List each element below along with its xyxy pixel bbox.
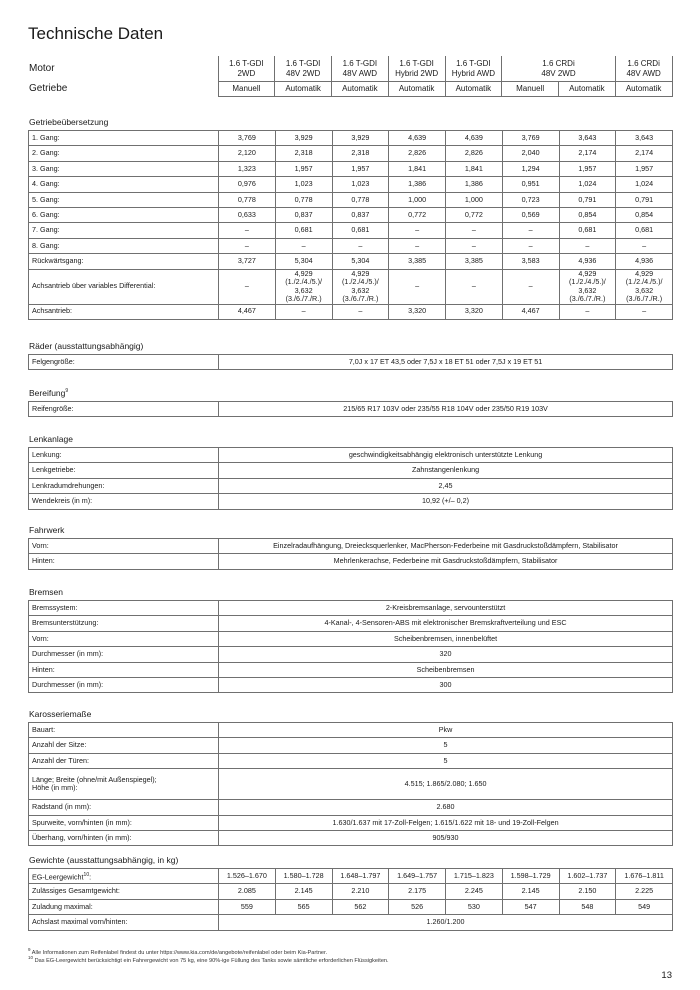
value-cell: 0,633 — [219, 207, 276, 222]
table-row — [29, 463, 673, 478]
table-row — [29, 753, 673, 768]
value-cell-wide: Scheibenbremsen — [219, 662, 673, 677]
value-cell: 1,841 — [389, 161, 446, 176]
row-label: Felgengröße: — [29, 355, 219, 370]
value-cell: 0,772 — [446, 207, 503, 222]
value-cell: 0,837 — [275, 207, 332, 222]
value-cell: – — [275, 238, 332, 253]
engine-line2: 48V AWD — [626, 68, 661, 78]
row-label: Reifengröße: — [29, 402, 219, 417]
table-row — [29, 355, 673, 370]
table-row — [29, 815, 673, 830]
footnote-number: 9 — [28, 947, 31, 952]
value-cell: – — [616, 238, 673, 253]
value-cell: – — [219, 269, 276, 304]
value-cell: 559 — [219, 899, 276, 914]
row-label: Lenkradumdrehungen: — [29, 478, 219, 493]
value-cell-wide: Scheibenbremsen, innenbelüftet — [219, 631, 673, 646]
value-cell: 2,826 — [389, 146, 446, 161]
value-cell: – — [446, 269, 503, 304]
value-cell: – — [446, 223, 503, 238]
engine-line2: 2WD — [237, 68, 256, 78]
value-cell: 1,294 — [502, 161, 559, 176]
value-cell: 0,854 — [616, 207, 673, 222]
row-label: 4. Gang: — [29, 177, 219, 192]
table-row — [29, 869, 673, 884]
row-label: 3. Gang: — [29, 161, 219, 176]
value-cell: 3,583 — [502, 254, 559, 269]
table-row — [29, 207, 673, 222]
row-label: 2. Gang: — [29, 146, 219, 161]
row-label: 6. Gang: — [29, 207, 219, 222]
gearbox-cell: Automatik — [445, 82, 502, 97]
spec-table-karosserie — [28, 722, 673, 846]
value-cell: – — [616, 304, 673, 319]
gearbox-cell: Automatik — [559, 82, 616, 97]
section-title-raeder — [29, 341, 143, 351]
row-label: Bauart: — [29, 723, 219, 738]
value-cell-wide: 320 — [219, 647, 673, 662]
engine-header-2 — [275, 56, 332, 82]
row-label: Lenkgetriebe: — [29, 463, 219, 478]
section-title-text: Fahrwerk — [29, 525, 65, 535]
table-row — [29, 616, 673, 631]
row-label: Anzahl der Türen: — [29, 753, 219, 768]
value-cell: 0,951 — [502, 177, 559, 192]
row-label: 5. Gang: — [29, 192, 219, 207]
value-cell: 2,318 — [275, 146, 332, 161]
value-cell: 3,643 — [616, 131, 673, 146]
table-row — [29, 131, 673, 146]
value-cell: 4,929 (1./2./4./5.)/ 3,632 (3./6./7./R.) — [559, 269, 616, 304]
value-cell-wide: 2,45 — [219, 478, 673, 493]
engine-header-1 — [218, 56, 275, 82]
value-cell-wide: Mehrlenkerachse, Federbeine mit Gasdruckstoßdämpfern, Stabilisator — [219, 554, 673, 569]
section-title-text: Getriebeübersetzung — [29, 117, 109, 127]
motor-label: Motor — [29, 62, 55, 74]
value-cell-wide: 215/65 R17 103V oder 235/55 R18 104V oder 235/50 R19 103V — [219, 402, 673, 417]
table-row — [29, 177, 673, 192]
section-title-text: Bremsen — [29, 587, 64, 597]
value-cell: 2.225 — [616, 884, 673, 899]
value-cell: 3,769 — [502, 131, 559, 146]
value-cell: – — [502, 269, 559, 304]
value-cell: 0,778 — [275, 192, 332, 207]
value-cell: 0,681 — [616, 223, 673, 238]
row-label: Hinten: — [29, 662, 219, 677]
table-row — [29, 899, 673, 914]
row-label: Bremssystem: — [29, 601, 219, 616]
value-cell: 3,929 — [332, 131, 389, 146]
table-row — [29, 192, 673, 207]
table-row — [29, 539, 673, 554]
page-number: 13 — [661, 970, 672, 981]
spec-table-fahrwerk — [28, 538, 673, 570]
table-row — [29, 830, 673, 845]
section-title-getriebe — [29, 117, 108, 127]
value-cell: 1,023 — [332, 177, 389, 192]
row-label: 7. Gang: — [29, 223, 219, 238]
value-cell: 0,569 — [502, 207, 559, 222]
section-title-text: Gewichte (ausstattungsabhängig, in kg) — [29, 855, 179, 865]
row-label — [29, 869, 219, 884]
row-label: Anzahl der Sitze: — [29, 738, 219, 753]
section-title-bremsen — [29, 587, 63, 597]
engine-line2: 48V AWD — [342, 68, 378, 78]
value-cell: 2.145 — [502, 884, 559, 899]
engine-line1: 1.6 T-GDI — [285, 58, 321, 68]
row-label: Achsantrieb über variables Differential: — [29, 269, 219, 304]
value-cell: 0,723 — [502, 192, 559, 207]
value-cell: 1,023 — [275, 177, 332, 192]
gearbox-cell: Automatik — [388, 82, 445, 97]
engine-header-7 — [615, 56, 672, 82]
table-row — [29, 269, 673, 304]
value-cell: 1,957 — [559, 161, 616, 176]
table-row — [29, 647, 673, 662]
section-title-lenkanlage — [29, 434, 73, 444]
value-cell: 4,936 — [616, 254, 673, 269]
table-row — [29, 601, 673, 616]
row-label: Spurweite, vorn/hinten (in mm): — [29, 815, 219, 830]
engine-line1: 1.6 T-GDI — [342, 58, 378, 68]
gearbox-cell: Manuell — [218, 82, 275, 97]
value-cell: 2,174 — [559, 146, 616, 161]
table-row — [29, 800, 673, 815]
value-cell: 548 — [559, 899, 616, 914]
engine-line2: 48V 2WD — [286, 68, 321, 78]
table-row — [29, 662, 673, 677]
table-row — [29, 478, 673, 493]
value-cell: 2.210 — [332, 884, 389, 899]
row-label: Vorn: — [29, 539, 219, 554]
gearbox-cell: Automatik — [615, 82, 672, 97]
value-cell: 0,837 — [332, 207, 389, 222]
spec-table-raeder — [28, 354, 673, 370]
value-cell: 1,957 — [275, 161, 332, 176]
value-cell: – — [389, 238, 446, 253]
footnote-10 — [28, 955, 389, 964]
row-label: Zulässiges Gesamtgewicht: — [29, 884, 219, 899]
row-label: Durchmesser (in mm): — [29, 677, 219, 692]
value-cell: 4,639 — [389, 131, 446, 146]
table-row — [29, 238, 673, 253]
engine-line1: 1.6 CRDi — [542, 58, 575, 68]
section-title-karosserie — [29, 709, 91, 719]
table-row — [29, 448, 673, 463]
row-label: Bremsunterstützung: — [29, 616, 219, 631]
spec-table-lenkanlage — [28, 447, 673, 510]
row-label: 1. Gang: — [29, 131, 219, 146]
value-cell: 547 — [502, 899, 559, 914]
row-label: Länge; Breite (ohne/mit Außenspiegel); Höhe (in mm): — [29, 769, 219, 800]
spec-table-bremsen — [28, 600, 673, 693]
value-cell: 565 — [275, 899, 332, 914]
value-cell: 1,024 — [559, 177, 616, 192]
value-cell-wide: 1.630/1.637 mit 17-Zoll-Felgen; 1.615/1.622 mit 18- und 19-Zoll-Felgen — [219, 815, 673, 830]
value-cell: 1.598–1.729 — [502, 869, 559, 884]
value-cell: – — [219, 238, 276, 253]
gearbox-cell: Manuell — [502, 82, 559, 97]
value-cell: 3,929 — [275, 131, 332, 146]
value-cell: 4,929 (1./2./4./5.)/ 3,632 (3./6./7./R.) — [332, 269, 389, 304]
getriebe-label: Getriebe — [29, 83, 68, 94]
footnote-number: 10 — [28, 955, 34, 960]
value-cell: 1,024 — [616, 177, 673, 192]
engine-line1: 1.6 CRDi — [627, 58, 660, 68]
value-cell: 3,385 — [389, 254, 446, 269]
row-label: 8. Gang: — [29, 238, 219, 253]
value-cell: 3,643 — [559, 131, 616, 146]
section-title-text: Karosseriemaße — [29, 709, 92, 719]
value-cell-wide: 4-Kanal-, 4-Sensoren-ABS mit elektronischer Bremskraftverteilung und ESC — [219, 616, 673, 631]
value-cell: 1.580–1.728 — [275, 869, 332, 884]
engine-header-6 — [502, 56, 616, 82]
value-cell: 2,826 — [446, 146, 503, 161]
value-cell: 562 — [332, 899, 389, 914]
footnote-text: Das EG-Leergewicht berücksichtigt ein Fahrergewicht von 75 kg, eine 90%-ige Füllung des Tanks sowie sämtliche erforderlichen Flüssigkeiten. — [33, 957, 389, 964]
footnote-ref: 10 — [83, 871, 90, 878]
value-cell: 2.145 — [275, 884, 332, 899]
value-cell: – — [502, 223, 559, 238]
value-cell: 3,385 — [446, 254, 503, 269]
value-cell-wide: 4.515; 1.865/2.080; 1.650 — [219, 769, 673, 800]
footnote-ref: 9 — [65, 388, 69, 395]
spec-table-bereifung — [28, 401, 673, 417]
value-cell-wide: 2.680 — [219, 800, 673, 815]
value-cell-wide: Zahnstangenlenkung — [219, 463, 673, 478]
table-row — [29, 254, 673, 269]
value-cell: 1,957 — [616, 161, 673, 176]
value-cell: 4,929 (1./2./4./5.)/ 3,632 (3./6./7./R.) — [275, 269, 332, 304]
value-cell: 1,323 — [219, 161, 276, 176]
value-cell: 0,854 — [559, 207, 616, 222]
value-cell: 0,976 — [219, 177, 276, 192]
value-cell: 1,386 — [446, 177, 503, 192]
value-cell-wide: 300 — [219, 677, 673, 692]
value-cell: 3,727 — [219, 254, 276, 269]
value-cell: – — [389, 269, 446, 304]
row-label: Überhang, vorn/hinten (in mm): — [29, 830, 219, 845]
row-label: Achsantrieb: — [29, 304, 219, 319]
row-label-text: EG-Leergewicht — [32, 872, 84, 882]
engine-line2: Hybrid AWD — [451, 68, 495, 78]
value-cell: – — [219, 223, 276, 238]
page-title: Technische Daten — [28, 24, 164, 43]
value-cell: 1.676–1.811 — [616, 869, 673, 884]
value-cell: 0,778 — [332, 192, 389, 207]
table-row — [29, 161, 673, 176]
engine-header-4 — [388, 56, 445, 82]
value-cell: – — [275, 304, 332, 319]
value-cell-wide: Einzelradaufhängung, Dreiecksquerlenker, MacPherson-Federbeine mit Gasdruckstoßdämpfern, Stabilisator — [219, 539, 673, 554]
value-cell: 1.602–1.737 — [559, 869, 616, 884]
engine-line2: 48V 2WD — [541, 68, 576, 78]
row-label: Radstand (in mm): — [29, 800, 219, 815]
row-label-tail: : — [89, 872, 92, 882]
value-cell: 2,040 — [502, 146, 559, 161]
value-cell: 1,000 — [389, 192, 446, 207]
row-label: Hinten: — [29, 554, 219, 569]
section-title-bereifung — [29, 388, 68, 398]
value-cell: 5,304 — [332, 254, 389, 269]
value-cell: 4,936 — [559, 254, 616, 269]
value-cell: 2.085 — [219, 884, 276, 899]
engine-header-5 — [445, 56, 502, 82]
row-label: Rückwärtsgang: — [29, 254, 219, 269]
table-row — [29, 738, 673, 753]
value-cell: 4,929 (1./2./4./5.)/ 3,632 (3./6./7./R.) — [616, 269, 673, 304]
value-cell: 530 — [446, 899, 503, 914]
table-row — [29, 146, 673, 161]
value-cell-wide: Pkw — [219, 723, 673, 738]
table-row — [29, 884, 673, 899]
value-cell: 526 — [389, 899, 446, 914]
table-row — [29, 554, 673, 569]
row-label: Wendekreis (in m): — [29, 494, 219, 509]
section-title-text: Bereifung — [29, 388, 66, 398]
value-cell: – — [559, 238, 616, 253]
value-cell: – — [332, 238, 389, 253]
value-cell: 549 — [616, 899, 673, 914]
section-title-text: Räder (ausstattungsabhängig) — [29, 341, 144, 351]
value-cell: 4,467 — [502, 304, 559, 319]
value-cell: 1,841 — [446, 161, 503, 176]
gearbox-row — [28, 82, 672, 97]
value-cell: 1.648–1.797 — [332, 869, 389, 884]
section-title-fahrwerk — [29, 525, 64, 535]
value-cell-wide: 1.260/1.200 — [219, 915, 673, 930]
engine-header-table — [28, 56, 673, 97]
table-row — [29, 304, 673, 319]
value-cell: 1,957 — [332, 161, 389, 176]
spec-table-getriebe — [28, 130, 673, 320]
table-row — [29, 915, 673, 930]
table-row — [29, 769, 673, 800]
engine-line1: 1.6 T-GDI — [456, 58, 491, 68]
value-cell-wide: 7,0J x 17 ET 43,5 oder 7,5J x 18 ET 51 oder 7,5J x 19 ET 51 — [219, 355, 673, 370]
engine-row — [28, 56, 672, 82]
value-cell-wide: 2-Kreisbremsanlage, servounterstützt — [219, 601, 673, 616]
value-cell: 0,791 — [616, 192, 673, 207]
value-cell: 1.715–1.823 — [446, 869, 503, 884]
value-cell: 1,000 — [446, 192, 503, 207]
gearbox-cell: Automatik — [275, 82, 332, 97]
value-cell: – — [559, 304, 616, 319]
gearbox-cell: Automatik — [332, 82, 389, 97]
value-cell: 1,386 — [389, 177, 446, 192]
table-row — [29, 631, 673, 646]
value-cell: 2.175 — [389, 884, 446, 899]
table-row — [29, 402, 673, 417]
value-cell: – — [446, 238, 503, 253]
value-cell: 2.245 — [446, 884, 503, 899]
value-cell: 5,304 — [275, 254, 332, 269]
engine-line2: Hybrid 2WD — [395, 68, 439, 78]
row-label: Durchmesser (in mm): — [29, 647, 219, 662]
value-cell: 1.649–1.757 — [389, 869, 446, 884]
value-cell: 3,320 — [446, 304, 503, 319]
row-label: Vorn: — [29, 631, 219, 646]
value-cell: 0,681 — [275, 223, 332, 238]
value-cell: 2.150 — [559, 884, 616, 899]
value-cell: 4,639 — [446, 131, 503, 146]
value-cell-wide: 905/930 — [219, 830, 673, 845]
spec-table-gewichte — [28, 868, 673, 931]
table-row — [29, 223, 673, 238]
section-title-text: Lenkanlage — [29, 434, 73, 444]
value-cell: 3,769 — [219, 131, 276, 146]
value-cell: 2,120 — [219, 146, 276, 161]
value-cell: 0,791 — [559, 192, 616, 207]
value-cell: 1.526–1.670 — [219, 869, 276, 884]
value-cell: 2,174 — [616, 146, 673, 161]
engine-line1: 1.6 T-GDI — [399, 58, 434, 68]
table-row — [29, 723, 673, 738]
value-cell: 4,467 — [219, 304, 276, 319]
value-cell: – — [332, 304, 389, 319]
value-cell-wide: geschwindigkeitsabhängig elektronisch unterstützte Lenkung — [219, 448, 673, 463]
value-cell: – — [389, 223, 446, 238]
value-cell: 0,778 — [219, 192, 276, 207]
table-row — [29, 677, 673, 692]
engine-header-3 — [332, 56, 389, 82]
value-cell: 0,681 — [559, 223, 616, 238]
value-cell: 2,318 — [332, 146, 389, 161]
row-label: Achslast maximal vorn/hinten: — [29, 915, 219, 930]
value-cell: 3,320 — [389, 304, 446, 319]
value-cell-wide: 10,92 (+/– 0,2) — [219, 494, 673, 509]
row-label: Zuladung maximal: — [29, 899, 219, 914]
value-cell: 0,681 — [332, 223, 389, 238]
value-cell-wide: 5 — [219, 738, 673, 753]
engine-line1: 1.6 T-GDI — [229, 58, 264, 68]
row-label: Lenkung: — [29, 448, 219, 463]
value-cell: – — [502, 238, 559, 253]
value-cell-wide: 5 — [219, 753, 673, 768]
section-title-gewichte — [29, 855, 178, 865]
footnote-text: Alle Informationen zum Reifenlabel findest du unter https://www.kia.com/de/angebote/reifenlabel oder beim Kia-Partner. — [30, 949, 328, 956]
value-cell: 0,772 — [389, 207, 446, 222]
table-row — [29, 494, 673, 509]
